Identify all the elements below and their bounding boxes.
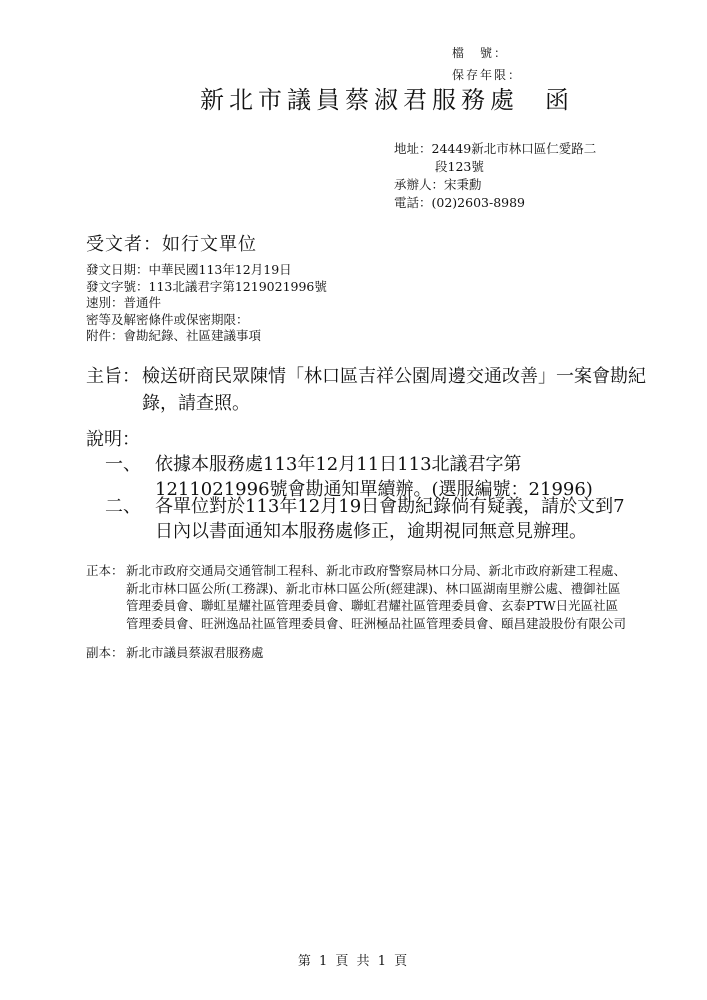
phone: 電話：(02)2603-8989 — [394, 195, 526, 210]
address-line-1: 地址：24449新北市林口區仁愛路二 — [394, 141, 597, 156]
issue-date: 發文日期：中華民國113年12月19日 — [86, 262, 292, 277]
contact-block — [394, 140, 596, 212]
subject-text: 檢送研商民眾陳情「林口區吉祥公園周邊交通改善」一案會勘紀錄，請查照。 — [142, 366, 646, 414]
issue-number: 發文字號：113北議君字第1219021996號 — [86, 278, 327, 294]
description-heading: 說明： — [86, 429, 140, 450]
item-number: 一、 — [105, 454, 141, 475]
item-number: 二、 — [105, 496, 141, 517]
handler: 承辦人：宋秉勳 — [394, 177, 482, 192]
attachment: 附件：會勘紀錄、社區建議事項 — [86, 328, 262, 343]
main-recipients: 新北市政府交通局交通管制工程科、新北市政府警察局林口分局、新北市政府新建工程處、新北市林口區公所(工務課)、新北市林口區公所(經建課)、林口區湖南里辦公處、禮御社區管理委員會、聯虹星耀社區管理委員會、聯虹君耀社區管理委員會、玄泰PTW日光區社區管理委員會、旺洲逸品社區管理委員會、旺洲極品社區管理委員會、頤昌建設股份有限公司 — [126, 563, 627, 631]
copy-label: 副本： — [86, 645, 124, 660]
item-text: 各單位對於113年12月19日會勘紀錄倘有疑義，請於文到7日內以書面通知本服務處修正，逾期視同無意見辦理。 — [155, 496, 625, 542]
document-info — [86, 262, 327, 345]
item-text: 依據本服務處113年12月11日113北議君字第1211021996號會勘通知單續辦。(選服編號：21996) — [155, 454, 593, 500]
secrecy: 密等及解密條件或保密期限： — [86, 311, 249, 327]
description-item — [105, 494, 625, 544]
recipient: 受文者：如行文單位 — [86, 234, 257, 255]
subject-label: 主旨： — [86, 366, 140, 387]
issuer-name: 新北市議員蔡淑君服務處 — [200, 86, 519, 114]
main-distribution — [86, 562, 626, 632]
copy-distribution — [86, 644, 626, 662]
retention-period-label: 保存年限： — [452, 68, 523, 82]
document-type: 函 — [545, 86, 574, 114]
address-line-2: 段123號 — [435, 159, 484, 174]
file-number-label: 檔 號： — [452, 46, 509, 60]
speed: 速別：普通件 — [86, 295, 162, 310]
main-label: 正本： — [86, 563, 124, 578]
document-title — [200, 80, 574, 115]
subject — [86, 363, 646, 417]
copy-recipients: 新北市議員蔡淑君服務處 — [126, 645, 264, 660]
page-number: 第 1 頁 共 1 頁 — [297, 954, 410, 969]
